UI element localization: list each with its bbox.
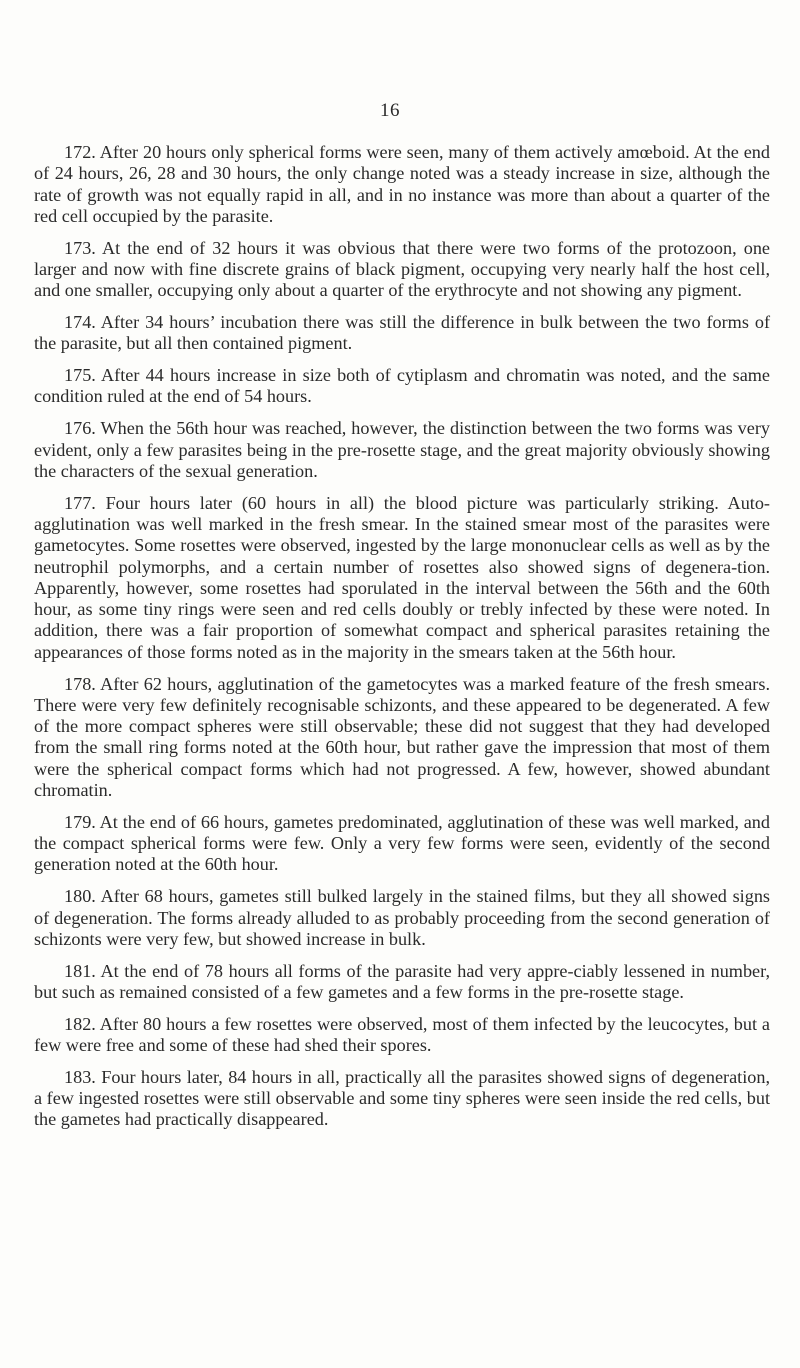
page-number: 16 — [380, 100, 400, 121]
body-text — [34, 142, 770, 1141]
paragraph-text: After 80 hours a few rosettes were observed, most of them infected by the leucocytes, but a few were free and some of these had shed their spores. — [34, 1013, 771, 1055]
paragraph-text: At the end of 32 hours it was obvious that there were two forms of the protozoon, one larger and now with fine discrete grains of black pigment, occupying very nearly half the host cell, and one smaller, occupying only about a quarter of the erythrocyte and not showing any pigment. — [34, 237, 770, 301]
paragraph-number: 180. — [64, 886, 96, 907]
paragraph-180 — [34, 886, 770, 950]
paragraph-179 — [34, 812, 770, 876]
paragraph-text: After 62 hours, agglutination of the gametocytes was a marked feature of the fresh smears. There were very few definitely recognisable schizonts, and these appeared to be degenerated. A few of the more compact spheres were still observable; these did not suggest that they had developed from the small ring forms noted at the 60th hour, but rather gave the impression that most of them were the spherical compact forms which had not progressed. A few, however, showed abundant chromatin. — [34, 673, 770, 801]
paragraph-number: 175. — [64, 365, 96, 386]
paragraph-text: Four hours later (60 hours in all) the blood picture was particularly striking. Auto-agglutination was well marked in the fresh smear. In the stained smear most of the parasites were gametocytes. Some rosettes were observed, ingested by the large mononuclear cells as well as by the neutrophil polymorphs, and a certain number of rosettes also showed signs of degenera-tion. Apparently, however, some rosettes had sporulated in the interval between the 56th and the 60th hour, as some tiny rings were seen and red cells doubly or trebly infected by these were noted. In addition, there was a fair proportion of somewhat compact and spherical parasites retaining the appearances of those forms noted as in the majority in the smears taken at the 56th hour. — [34, 492, 770, 662]
paragraph-text: After 20 hours only spherical forms were seen, many of them actively amœboid. At the end of 24 hours, 26, 28 and 30 hours, the only change noted was a steady increase in size, although the rate of growth was not equally rapid in all, and in no instance was more than about a quarter of the red cell occupied by the parasite. — [34, 142, 770, 226]
paragraph-number: 173. — [64, 237, 96, 258]
paragraph-number: 172. — [64, 142, 96, 162]
paragraph-text: After 34 hours’ incubation there was still the difference in bulk between the two forms of the parasite, but all then contained pigment. — [34, 312, 770, 354]
paragraph-number: 174. — [64, 312, 96, 333]
paragraph-181 — [34, 961, 770, 1004]
paragraph-number: 182. — [64, 1013, 96, 1034]
paragraph-text: At the end of 78 hours all forms of the parasite had very appre-ciably lessened in number, but such as remained consisted of a few gametes and a few forms in the pre-rosette stage. — [34, 960, 770, 1002]
paragraph-number: 178. — [64, 673, 96, 694]
paragraph-number: 179. — [64, 811, 96, 832]
paragraph-175 — [34, 365, 770, 408]
paragraph-number: 181. — [64, 960, 96, 981]
paragraph-182 — [34, 1014, 770, 1057]
paragraph-172 — [34, 142, 770, 227]
paragraph-178 — [34, 674, 770, 802]
paragraph-173 — [34, 238, 770, 302]
paragraph-text: After 44 hours increase in size both of cytiplasm and chromatin was noted, and the same condition ruled at the end of 54 hours. — [34, 365, 770, 407]
paragraph-177 — [34, 493, 770, 663]
paragraph-text: Four hours later, 84 hours in all, practically all the parasites showed signs of degeneration, a few ingested rosettes were still observable and some tiny spheres were seen inside the red cells, but the gametes had practically disappeared. — [34, 1066, 771, 1130]
paragraph-174 — [34, 312, 770, 355]
paragraph-number: 177. — [64, 492, 96, 513]
paragraph-text: After 68 hours, gametes still bulked largely in the stained films, but they all showed signs of degeneration. The forms already alluded to as probably proceeding from the second generation of schizonts were very few, but showed increase in bulk. — [34, 886, 770, 949]
paragraph-183 — [34, 1067, 770, 1131]
paragraph-number: 176. — [64, 418, 96, 439]
paragraph-number: 183. — [64, 1066, 96, 1087]
paragraph-text: At the end of 66 hours, gametes predominated, agglutination of these was well marked, and the compact spherical forms were few. Only a very few forms were seen, evidently of the second generation noted at the 60th hour. — [34, 811, 770, 875]
paragraph-text: When the 56th hour was reached, however, the distinction between the two forms was very evident, only a few parasites being in the pre-rosette stage, and the great majority obviously showing the characters of the sexual generation. — [34, 418, 770, 481]
paragraph-176 — [34, 418, 770, 482]
